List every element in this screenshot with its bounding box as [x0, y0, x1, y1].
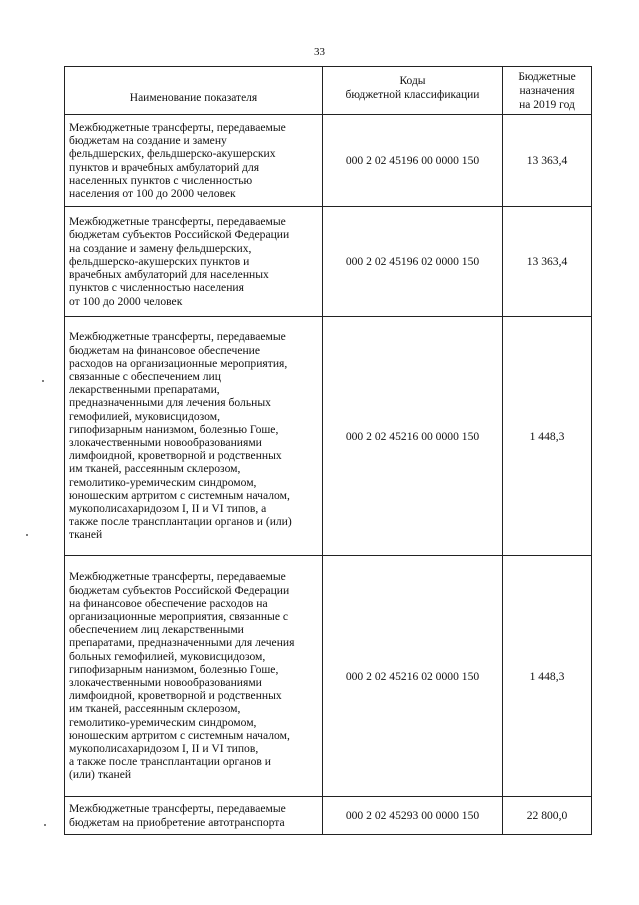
indicator-name-line: пунктов и врачебных амбулаторий для [69, 160, 260, 174]
indicator-name-line: обеспечением лиц лекарственными [69, 623, 244, 637]
budget-code-cell: 000 2 02 45216 00 0000 150 [323, 317, 503, 556]
indicator-name-line: злокачественными новообразованиями [69, 436, 262, 449]
budget-code-cell: 000 2 02 45196 00 0000 150 [323, 115, 503, 207]
indicator-name-line: расходов на организационные мероприятия, [69, 356, 288, 370]
indicator-name-line: гемолитико-уремическим синдромом, [69, 475, 257, 489]
indicator-name-cell [65, 317, 323, 556]
indicator-name-line: бюджетам на приобретение автотранспорта [69, 815, 285, 829]
budget-code-cell: 000 2 02 45196 02 0000 150 [323, 207, 503, 317]
header-codes [323, 67, 503, 115]
header-name [65, 67, 323, 115]
table-row [65, 556, 592, 797]
table-body [65, 115, 592, 835]
indicator-name-line: фельдшерско-акушерских пунктов и [69, 254, 250, 268]
table-row [65, 115, 592, 207]
indicator-name-line: им тканей, рассеянным склерозом, [69, 702, 241, 716]
indicator-name-line: гемолитико-уремическим синдромом, [69, 715, 257, 729]
indicator-name-line: Межбюджетные трансферты, передаваемые [69, 802, 286, 816]
indicator-name-line: бюджетам на создание и замену [69, 134, 227, 148]
budget-table [64, 66, 592, 835]
indicator-name-line: мукополисахаридозом I, II и VI типов, [69, 742, 259, 756]
indicator-name-line: Межбюджетные трансферты, передаваемые [69, 215, 286, 229]
indicator-name-cell [65, 797, 323, 835]
indicator-name-line: им тканей, рассеянным склерозом, [69, 462, 241, 476]
indicator-name-line: на создание и замену фельдшерских, [69, 241, 252, 255]
scan-speck [44, 824, 46, 826]
indicator-name-line: от 100 до 2000 человек [69, 294, 183, 308]
indicator-name-line: лимфоидной, кроветворной и родственных [69, 689, 282, 703]
indicator-name-line: препаратами, предназначенными для лечения [69, 636, 295, 650]
indicator-name-cell [65, 207, 323, 317]
header-budget [503, 67, 592, 115]
indicator-name-line: гипофизарным нанизмом, болезнью Гоше, [69, 422, 279, 436]
table-row [65, 317, 592, 556]
indicator-name-line: гемофилией, муковисцидозом, [69, 409, 220, 423]
budget-amount-cell: 13 363,4 [503, 115, 592, 207]
indicator-name-line: организационные мероприятия, связанные с [69, 609, 289, 623]
indicator-name-line: на финансовое обеспечение расходов на [69, 596, 268, 610]
indicator-name-line: связанные с обеспечением лиц [69, 369, 221, 383]
scan-speck [42, 380, 44, 382]
header-budget-line3: на 2019 год [519, 98, 575, 111]
budget-amount-cell: 1 448,3 [503, 317, 592, 556]
header-codes-line2: бюджетной классификации [345, 88, 480, 101]
header-budget-line2: назначения [519, 84, 575, 97]
table-row [65, 797, 592, 835]
indicator-name-line: Межбюджетные трансферты, передаваемые [69, 330, 286, 344]
indicator-name-line: бюджетам субъектов Российской Федерации [69, 583, 290, 597]
budget-code-cell: 000 2 02 45293 00 0000 150 [323, 797, 503, 835]
indicator-name-line: врачебных амбулаторий для населенных [69, 268, 269, 282]
page-number: 33 [314, 46, 325, 58]
indicator-name-cell [65, 115, 323, 207]
indicator-name-line: Межбюджетные трансферты, передаваемые [69, 570, 286, 584]
indicator-name-cell [65, 556, 323, 797]
indicator-name-line: тканей [69, 528, 103, 542]
indicator-name-line: населения от 100 до 2000 человек [69, 186, 236, 200]
indicator-name-line: бюджетам на финансовое обеспечение [69, 343, 261, 357]
indicator-name-line: гипофизарным нанизмом, болезнью Гоше, [69, 662, 279, 676]
budget-amount-cell: 13 363,4 [503, 207, 592, 317]
indicator-name-line: лимфоидной, кроветворной и родственных [69, 449, 282, 463]
indicator-name-line: злокачественными новообразованиями [69, 676, 262, 689]
budget-amount-cell: 1 448,3 [503, 556, 592, 797]
indicator-name-line: предназначенными для лечения больных [69, 396, 271, 410]
indicator-name-line: (или) тканей [69, 768, 132, 782]
table-row [65, 207, 592, 317]
budget-code-cell: 000 2 02 45216 02 0000 150 [323, 556, 503, 797]
header-name-label: Наименование показателя [129, 91, 258, 104]
indicator-name-line: юношеским артритом с системным началом, [69, 728, 290, 742]
indicator-name-line: также после трансплантации органов и (или) [69, 515, 292, 529]
header-budget-line1: Бюджетные [518, 70, 576, 83]
scan-speck [26, 534, 28, 536]
budget-amount-cell: 22 800,0 [503, 797, 592, 835]
table-header-row [65, 67, 592, 115]
indicator-name-line: юношеским артритом с системным началом, [69, 488, 290, 502]
indicator-name-line: бюджетам субъектов Российской Федерации [69, 228, 290, 242]
indicator-name-line: мукополисахаридозом I, II и VI типов, а [69, 502, 267, 516]
indicator-name-line: лекарственными препаратами, [69, 383, 220, 397]
header-codes-line1: Коды [399, 74, 426, 87]
indicator-name-line: фельдшерских, фельдшерско-акушерских [69, 147, 276, 161]
indicator-name-line: пунктов с численностью населения [69, 281, 244, 295]
indicator-name-line: а также после трансплантации органов и [69, 755, 271, 769]
indicator-name-line: больных гемофилией, муковисцидозом, [69, 649, 266, 663]
indicator-name-line: Межбюджетные трансферты, передаваемые [69, 120, 286, 134]
indicator-name-line: населенных пунктов с численностью [69, 173, 253, 187]
